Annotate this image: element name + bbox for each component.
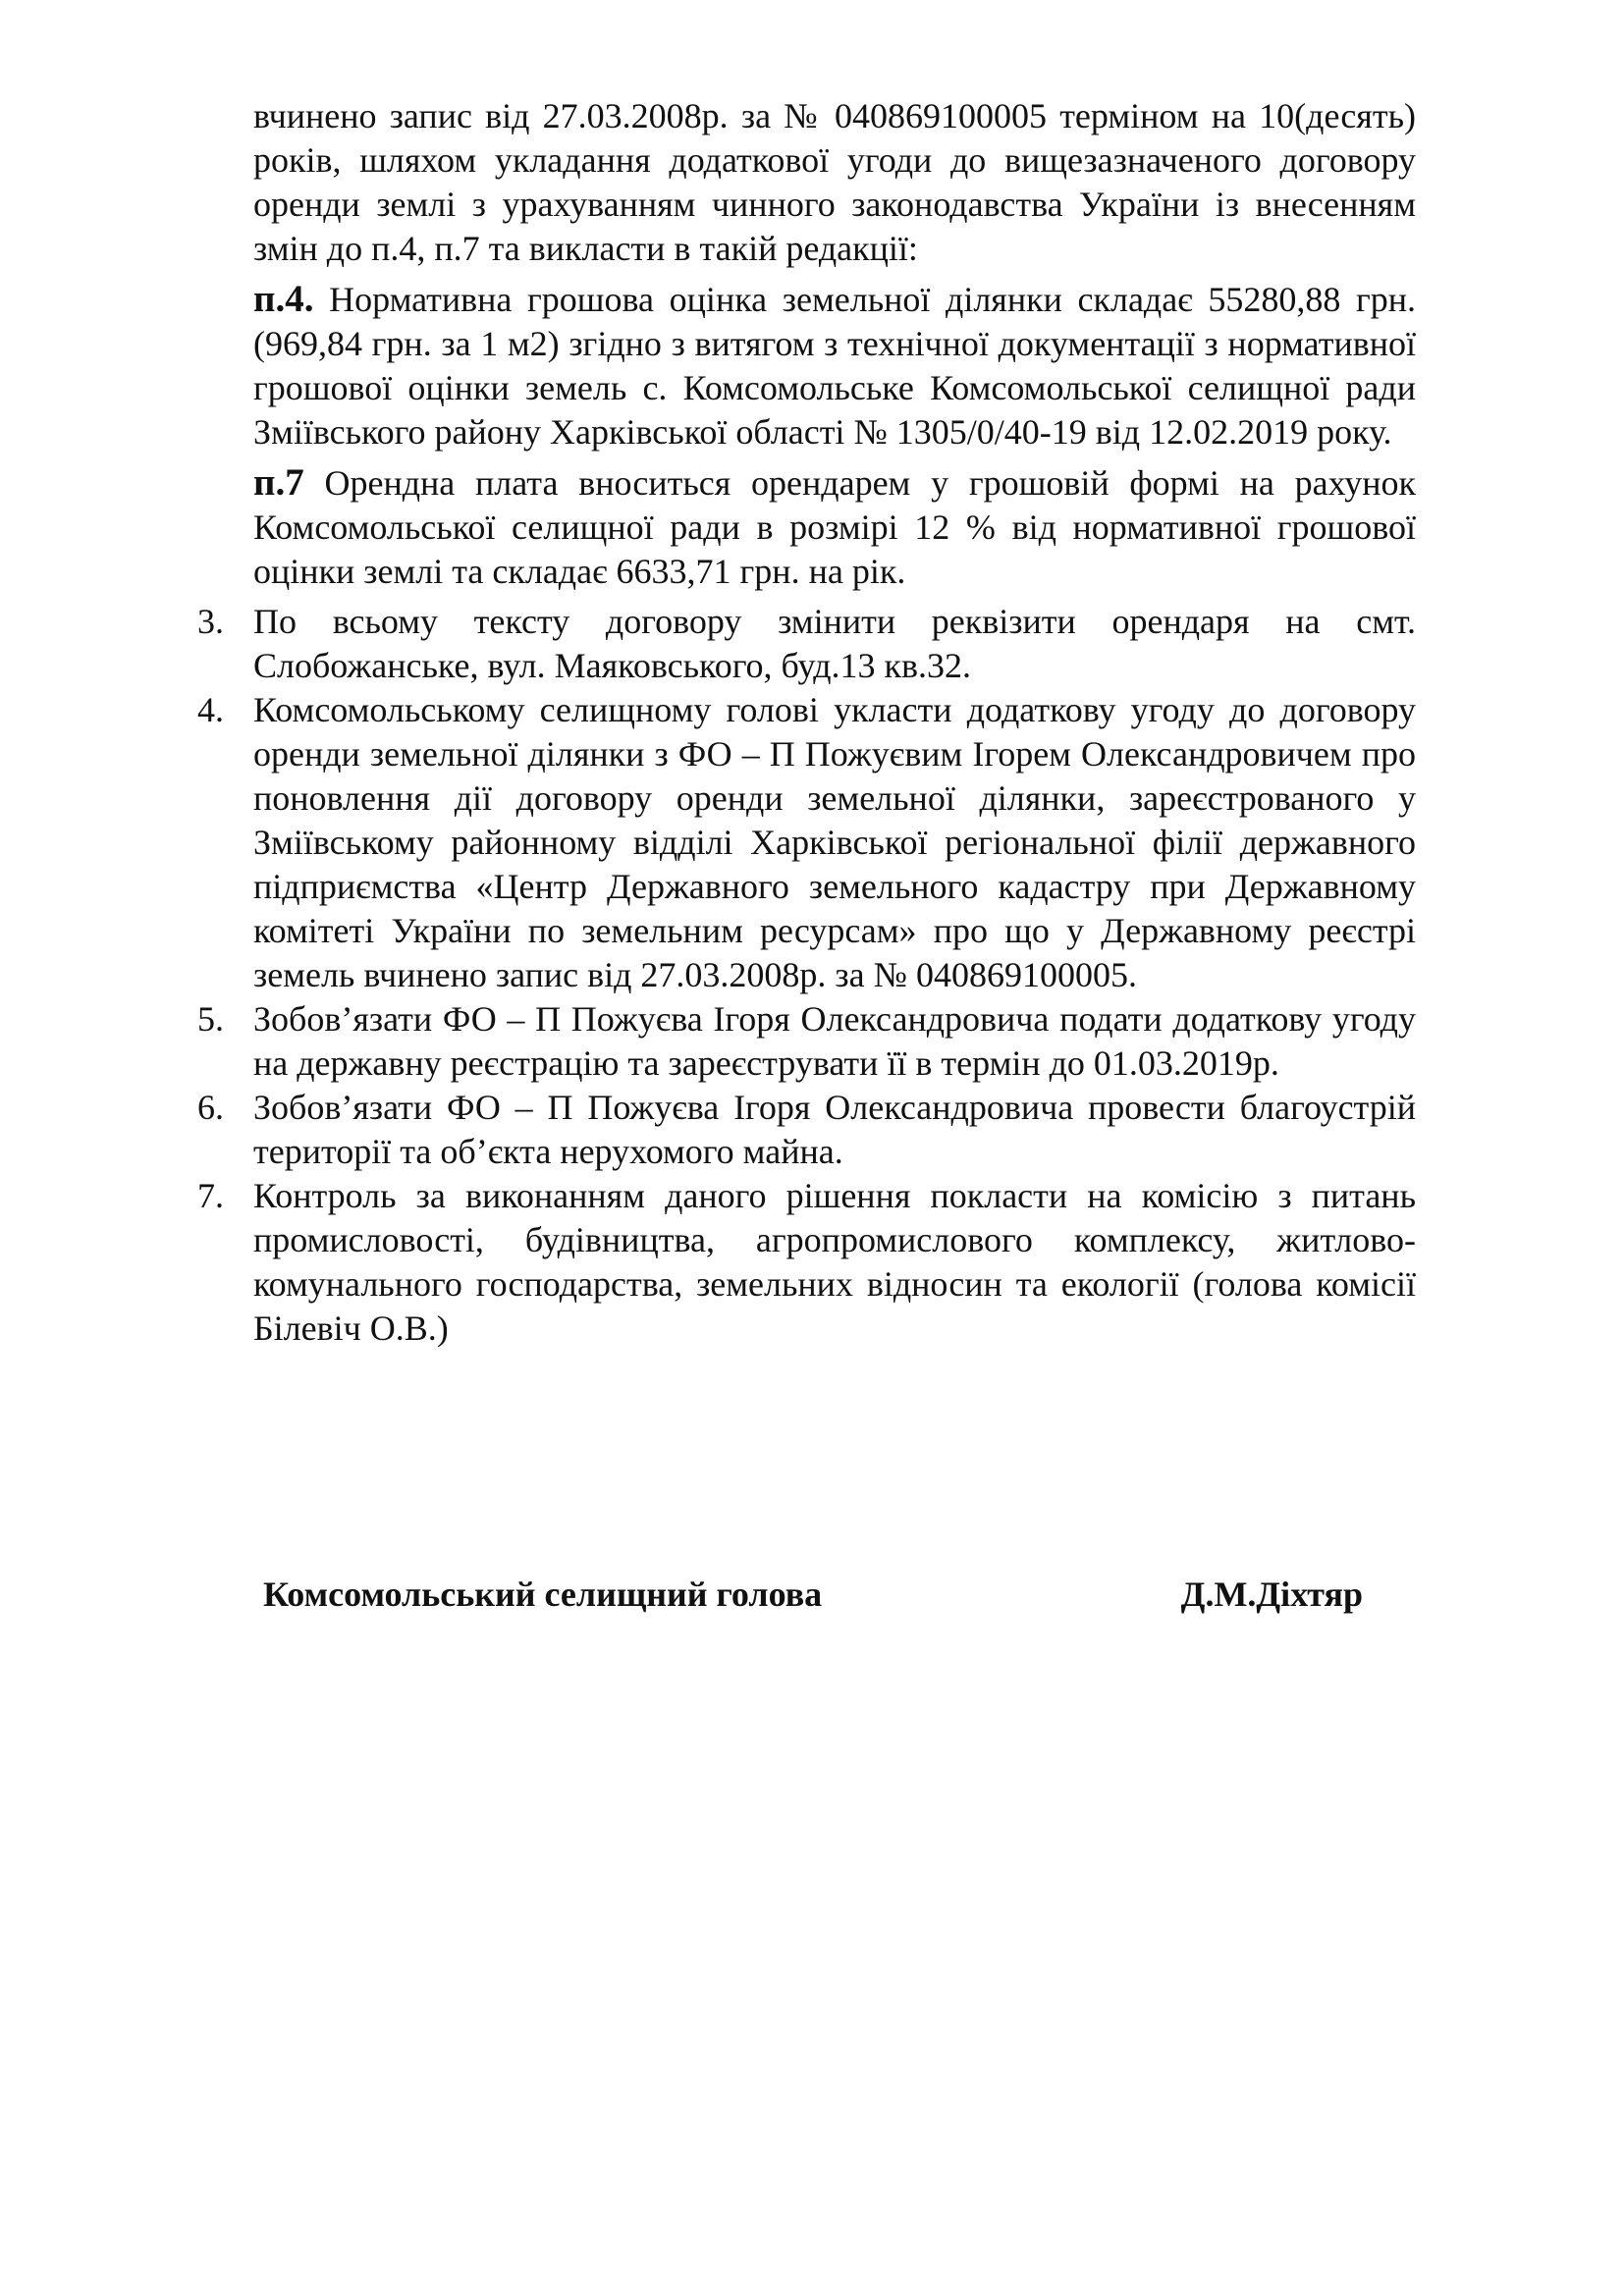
signatory-name: Д.М.Діхтяр	[1180, 1575, 1363, 1614]
list-item-text: Контроль за виконанням даного рішення покласти на комісію з питань промисловості, будівництва, агропромислового комплексу, житлово-комунального господарства, земельних відносин та екології (голова комісії Білевіч О.В.)	[253, 1176, 1416, 1348]
list-item	[197, 688, 1416, 997]
list-item	[197, 1174, 1416, 1351]
list-item-text: Зобов’язати ФО – П Пожуєва Ігоря Олександровича провести благоустрій території та об’єкта нерухомого майна.	[253, 1088, 1416, 1171]
list-item	[197, 997, 1416, 1086]
clause-text: Орендна плата вноситься орендарем у грошовій формі на рахунок Комсомольської селищної ради в розмірі 12 % від нормативної грошової оцінки землі та складає 6633,71 грн. на рік.	[253, 463, 1416, 591]
clause-p4	[253, 277, 1416, 454]
clause-p7	[253, 460, 1416, 594]
list-item-number: 5.	[197, 999, 224, 1039]
list-item-number: 6.	[197, 1088, 224, 1127]
list-item-text: По всьому тексту договору змінити реквізити орендаря на смт. Слобожанське, вул. Маяковського, буд.13 кв.32.	[253, 602, 1416, 685]
list-item-number: 7.	[197, 1176, 224, 1215]
clause-label: п.4.	[253, 278, 314, 320]
list-item	[197, 600, 1416, 688]
clause-label: п.7	[253, 461, 304, 504]
clause-text: Нормативна грошова оцінка земельної ділянки складає 55280,88 грн. (969,84 грн. за 1 м2) згідно з витягом з технічної документації з нормативної грошової оцінки земель с. Комсомольське Комсомольської селищної ради Зміївського району Харківської області № 1305/0/40-19 від 12.02.2019 року.	[253, 280, 1416, 452]
intro-paragraph: вчинено запис від 27.03.2008р. за № 040869100005 терміном на 10(десять) років, шляхом укладання додаткової угоди до вищезазначеного договору оренди землі з урахуванням чинного законодавства України із внесенням змін до п.4, п.7 та викласти в такій редакції:	[253, 96, 1416, 268]
list-item	[197, 1086, 1416, 1174]
decision-list	[197, 600, 1416, 1351]
signatory-title: Комсомольський селищний голова	[263, 1575, 823, 1614]
list-item-number: 3.	[197, 602, 224, 641]
document-body	[197, 94, 1416, 1351]
list-item-text: Зобов’язати ФО – П Пожуєва Ігоря Олександровича подати додаткову угоду на державну реєстрацію та зареєструвати її в термін до 01.03.2019р.	[253, 999, 1416, 1083]
list-item-text: Комсомольському селищному голові укласти додаткову угоду до договору оренди земельної ділянки з ФО – П Пожуєвим Ігорем Олександровичем про поновлення дії договору оренди земельної ділянки, зареєстрованого у Зміївському районному відділі Харківської регіональної філії державного підприємства «Центр Державного земельного кадастру при Державному комітеті України по земельним ресурсам» про що у Державному реєстрі земель вчинено запис від 27.03.2008р. за № 040869100005.	[253, 690, 1416, 994]
list-item-number: 4.	[197, 690, 224, 729]
